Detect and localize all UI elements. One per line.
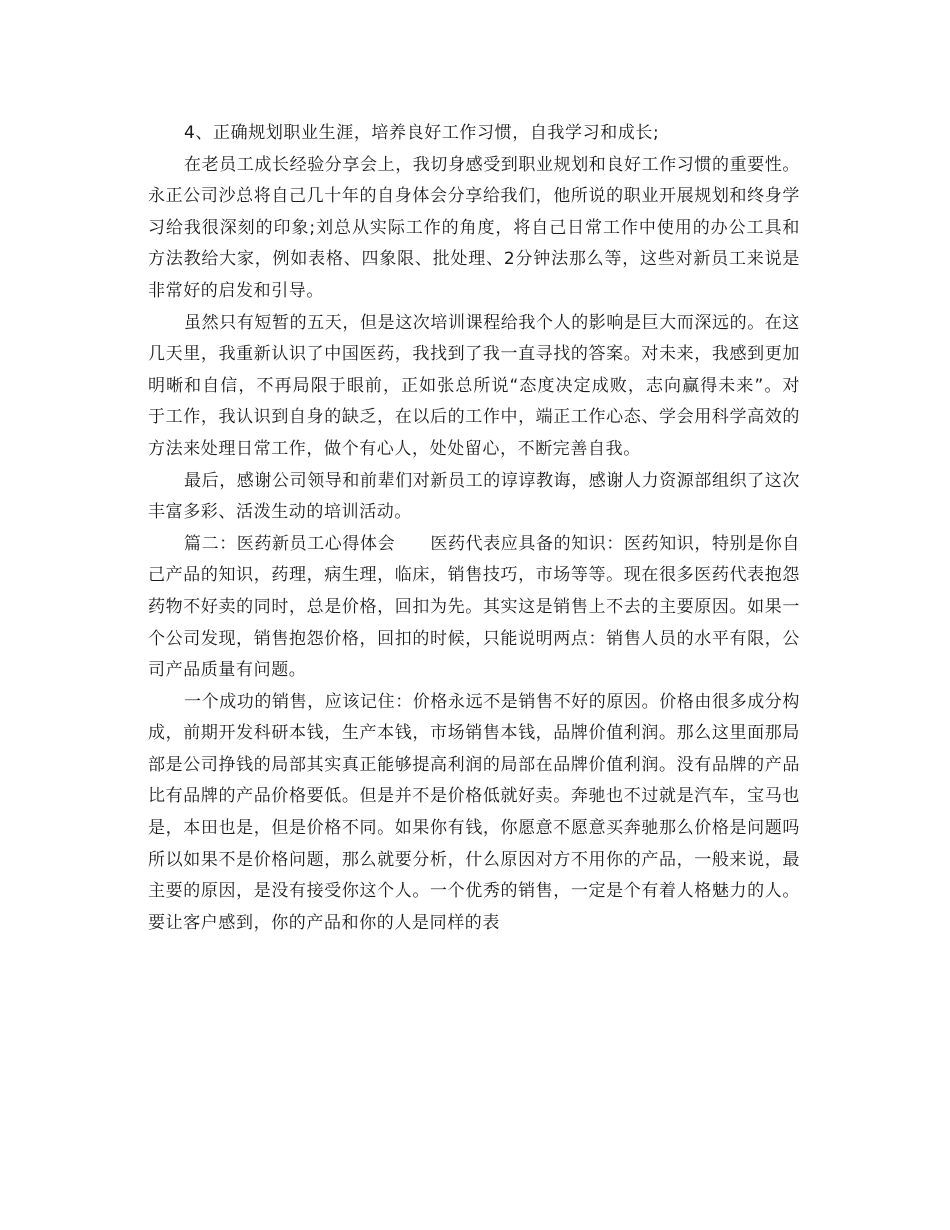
paragraph-thanks: 最后，感谢公司领导和前辈们对新员工的谆谆教诲，感谢人力资源部组织了这次丰富多彩、活泼生动的培训活动。 <box>148 470 800 523</box>
document-body <box>148 118 800 939</box>
paragraph-part-two: 篇二：医药新员工心得体会 医药代表应具备的知识：医药知识，特别是你自己产品的知识，药理，病生理，临床，销售技巧，市场等等。现在很多医药代表抱怨药物不好卖的同时，总是价格，回扣为先。其实这是销售上不去的主要原因。如果一个公司发现，销售抱怨价格，回扣的时候，只能说明两点：销售人员的水平有限，公司产品质量有问题。 <box>148 533 800 681</box>
paragraph-experience-sharing: 在老员工成长经验分享会上，我切身感受到职业规划和良好工作习惯的重要性。永正公司沙总将自己几十年的自身体会分享给我们，他所说的职业开展规划和终身学习给我很深刻的印象;刘总从实际工作的角度，将自己日常工作中使用的办公工具和方法教给大家，例如表格、四象限、批处理、2分钟法那么等，这些对新员工来说是非常好的启发和引导。 <box>148 154 800 301</box>
paragraph-training-impact: 虽然只有短暂的五天，但是这次培训课程给我个人的影响是巨大而深远的。在这几天里，我重新认识了中国医药，我找到了我一直寻找的答案。对未来，我感到更加明晰和自信，不再局限于眼前，正如张总所说“态度决定成败，志向赢得未来”。对于工作，我认识到自身的缺乏，在以后的工作中，端正工作心态、学会用科学高效的方法来处理日常工作，做个有心人，处处留心，不断完善自我。 <box>148 312 800 459</box>
paragraph-career-planning: 4、正确规划职业生涯，培养良好工作习惯，自我学习和成长; <box>184 123 660 143</box>
paragraph-successful-sales: 一个成功的销售，应该记住：价格永远不是销售不好的原因。价格由很多成分构成，前期开发科研本钱，生产本钱，市场销售本钱，品牌价值利润。那么这里面那局部是公司挣钱的局部其实真正能够提高利润的局部在品牌价值利润。没有品牌的产品比有品牌的产品价格要低。但是并不是价格低就好卖。奔驰也不过就是汽车，宝马也是，本田也是，但是价格不同。如果你有钱，你愿意不愿意买奔驰那么价格是问题吗所以如果不是价格问题，那么就要分析，什么原因对方不用你的产品，一般来说，最主要的原因，是没有接受你这个人。一个优秀的销售，一定是个有着人格魅力的人。要让客户感到，你的产品和你的人是同样的表 <box>148 691 800 933</box>
